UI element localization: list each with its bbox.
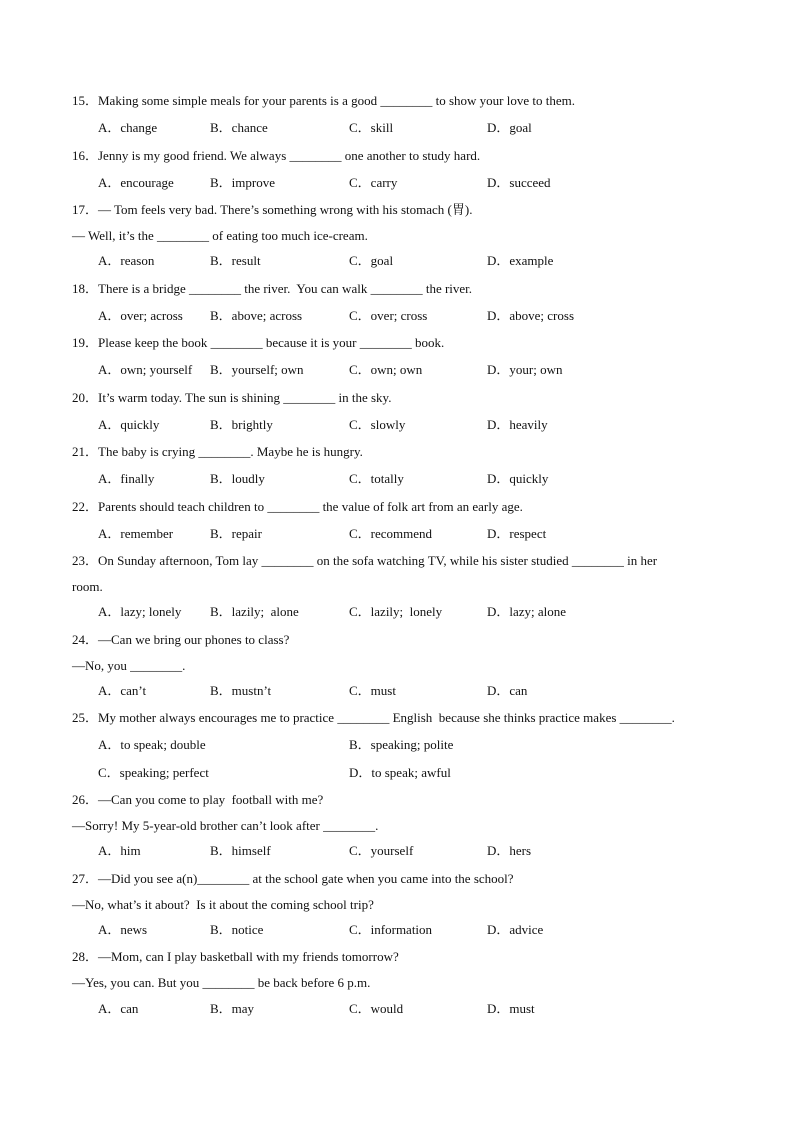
answer-option: A．change [98, 120, 158, 135]
answer-option: B．mustn’t [210, 683, 272, 698]
answer-option: A．lazy; lonely [98, 604, 182, 619]
answer-option: D．quickly [487, 471, 549, 486]
answer-option: C．own; own [349, 362, 423, 377]
answer-option: D．succeed [487, 175, 551, 190]
answer-option: B．chance [210, 120, 268, 135]
answer-option: A．remember [98, 526, 174, 541]
question-stem-line: 22．Parents should teach children to ________ the value of folk art from an early age. [72, 499, 523, 514]
question-stem-line: 27．—Did you see a(n)________ at the school gate when you came into the school? [72, 871, 514, 886]
answer-option: D．heavily [487, 417, 548, 432]
answer-option: D．must [487, 1001, 535, 1016]
answer-option: C．must [349, 683, 396, 698]
answer-option: D．goal [487, 120, 532, 135]
question-stem-line: 15．Making some simple meals for your parents is a good ________ to show your love to them. [72, 93, 575, 108]
answer-option: B．himself [210, 843, 271, 858]
answer-option: B．brightly [210, 417, 273, 432]
answer-option: B．result [210, 253, 261, 268]
question-stem-line: 18．There is a bridge ________ the river. You can walk ________ the river. [72, 281, 473, 296]
answer-option: C．information [349, 922, 433, 937]
answer-option: B．improve [210, 175, 275, 190]
answer-option: B．lazily; alone [210, 604, 299, 619]
answer-option: B．may [210, 1001, 255, 1016]
answer-option: A．encourage [98, 175, 174, 190]
question-stem-line: 23．On Sunday afternoon, Tom lay ________ on the sofa watching TV, while his sister studied ________ in her [72, 553, 658, 568]
answer-option: C．recommend [349, 526, 433, 541]
answer-option: C．carry [349, 175, 398, 190]
question-stem-line: 24．—Can we bring our phones to class? [72, 632, 290, 647]
answer-option: A．own; yourself [98, 362, 193, 377]
question-stem-line: —No, you ________. [72, 658, 186, 673]
answer-option: B．notice [210, 922, 264, 937]
answer-option: B．loudly [210, 471, 265, 486]
answer-option: B．above; across [210, 308, 303, 323]
answer-option: D．your; own [487, 362, 563, 377]
answer-option: D．can [487, 683, 528, 698]
answer-option: D．advice [487, 922, 544, 937]
answer-option: D．example [487, 253, 554, 268]
question-stem-line: 28．—Mom, can I play basketball with my friends tomorrow? [72, 949, 399, 964]
answer-option: A．reason [98, 253, 155, 268]
answer-option: A．can’t [98, 683, 147, 698]
answer-option: D．above; cross [487, 308, 575, 323]
question-stem-line: —No, what’s it about? Is it about the coming school trip? [72, 897, 374, 912]
answer-option: C．goal [349, 253, 394, 268]
question-stem-line: —Sorry! My 5-year-old brother can’t look after ________. [72, 818, 379, 833]
question-stem-line: 21．The baby is crying ________. Maybe he is hungry. [72, 444, 363, 459]
answer-option: D．to speak; awful [349, 765, 451, 780]
question-stem-line: 17．— Tom feels very bad. There’s something wrong with his stomach (胃). [72, 202, 473, 217]
answer-option: D．lazy; alone [487, 604, 567, 619]
question-stem-line: 25．My mother always encourages me to practice ________ English because she thinks practice makes ________. [72, 710, 675, 725]
answer-option: A．over; across [98, 308, 183, 323]
answer-option: D．hers [487, 843, 532, 858]
answer-option: A．quickly [98, 417, 160, 432]
question-stem-line: 19．Please keep the book ________ because it is your ________ book. [72, 335, 445, 350]
answer-option: A．news [98, 922, 148, 937]
answer-option: B．yourself; own [210, 362, 304, 377]
answer-option: C．yourself [349, 843, 414, 858]
answer-option: A．can [98, 1001, 139, 1016]
answer-option: C．speaking; perfect [98, 765, 209, 780]
question-stem-line: 26．—Can you come to play football with me? [72, 792, 324, 807]
answer-option: A．finally [98, 471, 155, 486]
answer-option: C．slowly [349, 417, 406, 432]
answer-option: C．would [349, 1001, 404, 1016]
answer-option: B．repair [210, 526, 262, 541]
question-stem-line: 16．Jenny is my good friend. We always ________ one another to study hard. [72, 148, 481, 163]
question-stem-line: room. [72, 579, 103, 594]
answer-option: D．respect [487, 526, 547, 541]
question-stem-line: —Yes, you can. But you ________ be back before 6 p.m. [72, 975, 371, 990]
answer-option: C．totally [349, 471, 404, 486]
answer-option: C．over; cross [349, 308, 428, 323]
answer-option: A．to speak; double [98, 737, 206, 752]
answer-option: A．him [98, 843, 141, 858]
answer-option: B．speaking; polite [349, 737, 454, 752]
answer-option: C．lazily; lonely [349, 604, 443, 619]
question-stem-line: 20．It’s warm today. The sun is shining ________ in the sky. [72, 390, 392, 405]
answer-option: C．skill [349, 120, 394, 135]
question-stem-line: — Well, it’s the ________ of eating too much ice-cream. [72, 228, 368, 243]
